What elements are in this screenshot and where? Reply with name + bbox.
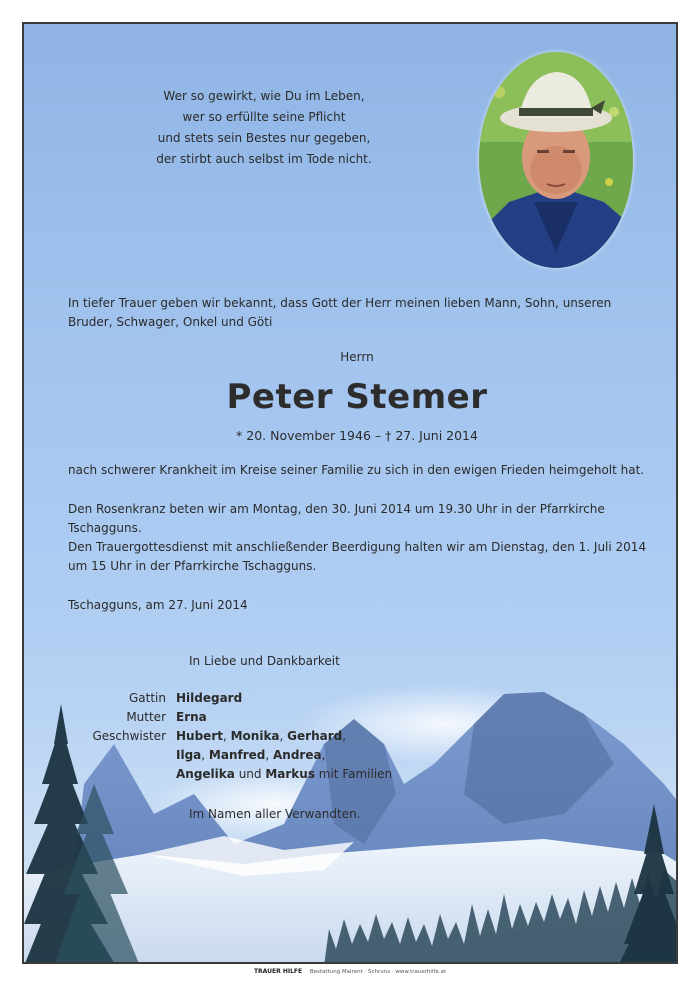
deceased-portrait xyxy=(479,52,633,268)
footer-info: Bestattung Mairent · Schruns · www.trauerhilfe.at xyxy=(309,969,447,975)
separator: , xyxy=(222,729,231,743)
relation-label: Geschwister xyxy=(92,729,166,743)
memorial-poem xyxy=(134,86,394,170)
sibling-names xyxy=(176,746,504,765)
mourners-list xyxy=(84,689,504,784)
sibling-name: Manfred xyxy=(208,748,266,762)
mourner-name: Erna xyxy=(176,710,207,724)
sibling-name: Gerhard xyxy=(287,729,343,743)
footer xyxy=(0,968,700,976)
poem-line: wer so erfüllte seine Pflicht xyxy=(182,110,346,124)
life-dates: * 20. November 1946 – † 27. Juni 2014 xyxy=(236,428,478,443)
conjunction: und xyxy=(234,767,266,781)
mourner-row xyxy=(84,727,504,746)
funeral-line: Den Trauergottesdienst mit anschließender Beerdigung halten wir am Dienstag, den 1. Juli 2014 xyxy=(68,540,647,554)
closing-line: Im Namen aller Verwandten. xyxy=(189,807,361,821)
place-date: Tschagguns, am 27. Juni 2014 xyxy=(68,598,248,612)
rosary-text: Den Rosenkranz beten wir am Montag, den 30. Juni 2014 um 19.30 Uhr in der Pfarrkirche Tschagguns. xyxy=(68,502,605,535)
deceased-name: Peter Stemer xyxy=(226,377,488,417)
salutation: Herrn xyxy=(340,350,374,364)
with-families: mit Familien xyxy=(314,767,393,781)
separator: , xyxy=(342,729,347,743)
funeral-line: um 15 Uhr in der Pfarrkirche Tschagguns. xyxy=(68,559,317,573)
poem-line: Wer so gewirkt, wie Du im Leben, xyxy=(163,89,365,103)
obituary-card xyxy=(22,22,678,964)
mourner-row xyxy=(84,689,504,708)
announcement-intro: In tiefer Trauer geben wir bekannt, dass Gott der Herr meinen lieben Mann, Sohn, unseren Bruder, Schwager, Onkel und Göti xyxy=(68,296,612,329)
portrait-photo xyxy=(479,52,633,268)
sibling-name: Hubert xyxy=(176,729,223,743)
separator: , xyxy=(321,748,326,762)
footer-brand: TRAUER HILFE xyxy=(253,968,303,975)
mourner-row xyxy=(84,765,504,784)
thanks-line: In Liebe und Dankbarkeit xyxy=(189,654,340,668)
passing-text: nach schwerer Krankheit im Kreise seiner Familie zu sich in den ewigen Frieden heimgeholt hat. xyxy=(68,463,645,477)
sibling-name: Monika xyxy=(230,729,280,743)
mourner-row xyxy=(84,746,504,765)
mourner-name: Hildegard xyxy=(176,691,243,705)
poem-line: und stets sein Bestes nur gegeben, xyxy=(157,131,371,145)
sibling-name: Ilga xyxy=(176,748,202,762)
sibling-names xyxy=(176,765,504,784)
separator: , xyxy=(279,729,288,743)
mourner-row xyxy=(84,708,504,727)
relation-label: Gattin xyxy=(128,691,166,705)
poem-line: der stirbt auch selbst im Tode nicht. xyxy=(156,152,372,166)
sibling-name: Andrea xyxy=(273,748,322,762)
separator: , xyxy=(265,748,273,762)
separator: , xyxy=(201,748,209,762)
sibling-names xyxy=(176,727,504,746)
funeral-text xyxy=(68,538,658,576)
sibling-name: Angelika xyxy=(176,767,235,781)
sibling-name: Markus xyxy=(265,767,315,781)
relation-label: Mutter xyxy=(126,710,166,724)
